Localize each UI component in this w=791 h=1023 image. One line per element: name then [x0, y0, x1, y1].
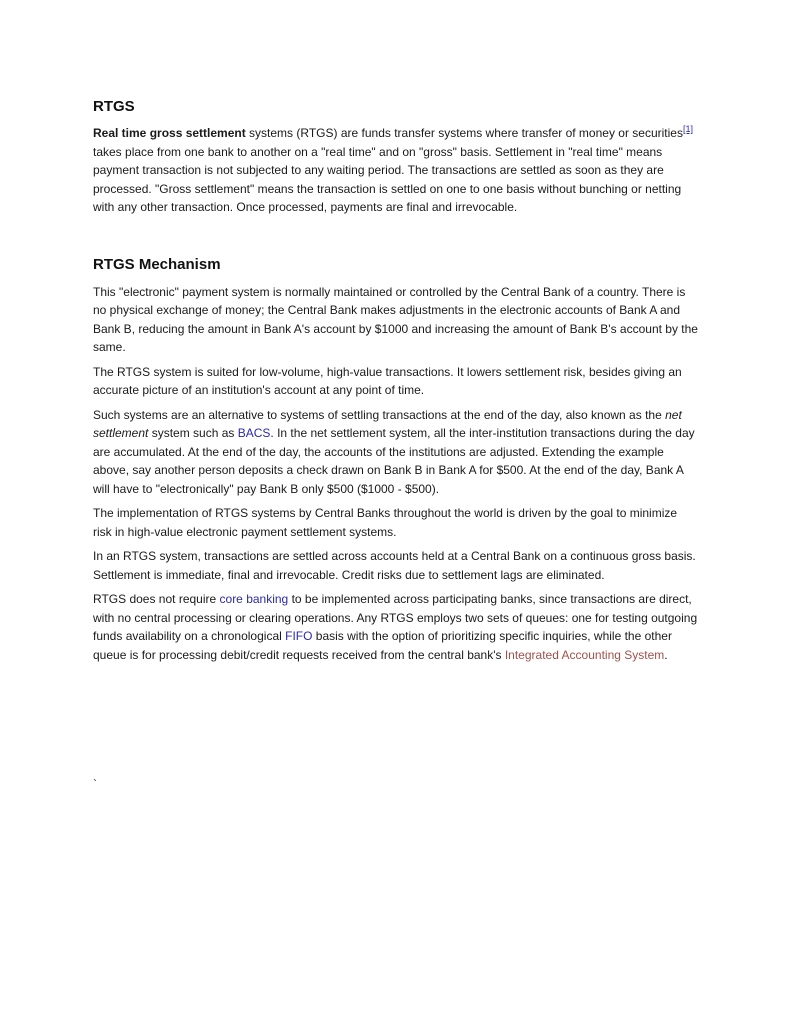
link-fifo[interactable]: FIFO: [285, 629, 313, 643]
document-body: [93, 97, 699, 670]
footnote-link[interactable]: [1]: [682, 124, 693, 134]
term-italic: net settlement: [93, 407, 682, 440]
paragraph-implementation: The implementation of RTGS systems by Central Banks throughout the world is driven by the goal to minimize risk in high-value electronic payment settlement systems.: [93, 506, 678, 539]
section-heading-mechanism: RTGS Mechanism: [93, 255, 221, 273]
text: basis with the option of prioritizing specific inquiries, while the other queue is for processing debit/credit requests received from the central bank's: [93, 629, 672, 662]
text: to be implemented across participating banks, since transactions are direct, with no central processing or clearing operations. Any RTGS employs two sets of queues: one for testing outgoing funds availability on a chronological: [93, 592, 698, 643]
link-bacs[interactable]: BACS: [237, 426, 271, 440]
text: takes place from one bank to another on a "real time" and on "gross" basis. Settlement in "real time" means payment transaction is not subjected to any waiting period. The transactions are settled as soon as they are processed. "Gross settlement" means the transaction is settled on one to one basis without bunching or netting with any other transaction. Once processed, payments are final and irrevocable.: [93, 144, 682, 214]
link-integrated-accounting-system[interactable]: Integrated Accounting System: [504, 647, 665, 662]
footnote-ref[interactable]: [683, 124, 693, 134]
section-heading-rtgs: RTGS: [93, 98, 135, 115]
text: RTGS does not require: [93, 592, 220, 606]
text: . In the net settlement system, all the inter-institution transactions during the day are accumulated. At the end of the day, the accounts of the institutions are adjusted. Extending the example above, say another person deposits a check drawn on Bank B in Bank A for $500. At the end of the day, Bank A will have to "electronically" pay Bank B only $500 ($1000 - $500).: [93, 426, 695, 496]
text: .: [664, 647, 668, 662]
paragraph-continuous: In an RTGS system, transactions are settled across accounts held at a Central Bank on a continuous gross basis. Settlement is immediate, final and irrevocable. Credit risks due to settlement lags are eliminated.: [93, 549, 696, 582]
paragraph-suited: The RTGS system is suited for low-volume, high-value transactions. It lowers settlement risk, besides giving an accurate picture of an institution's account at any point of time.: [93, 364, 682, 397]
text: Such systems are an alternative to systems of settling transactions at the end of the day, also known as the: [93, 407, 666, 422]
text: systems (RTGS) are funds transfer systems where transfer of money or securities: [245, 126, 683, 140]
paragraph-definition: [93, 124, 699, 217]
paragraph-alternative: [93, 406, 699, 499]
paragraph-electronic: This "electronic" payment system is normally maintained or controlled by the Central Bank of a country. There is no physical exchange of money; the Central Bank makes adjustments in the electronic accounts of Bank A and Bank B, reducing the amount in Bank A's account by $1000 and increasing the amount of Bank B's account by the same.: [93, 284, 698, 354]
text: system such as: [148, 426, 238, 440]
link-core-banking[interactable]: core banking: [219, 592, 289, 606]
term-bold: Real time gross settlement: [93, 126, 246, 140]
stray-mark: `: [93, 777, 97, 791]
paragraph-core-banking: [93, 590, 699, 664]
